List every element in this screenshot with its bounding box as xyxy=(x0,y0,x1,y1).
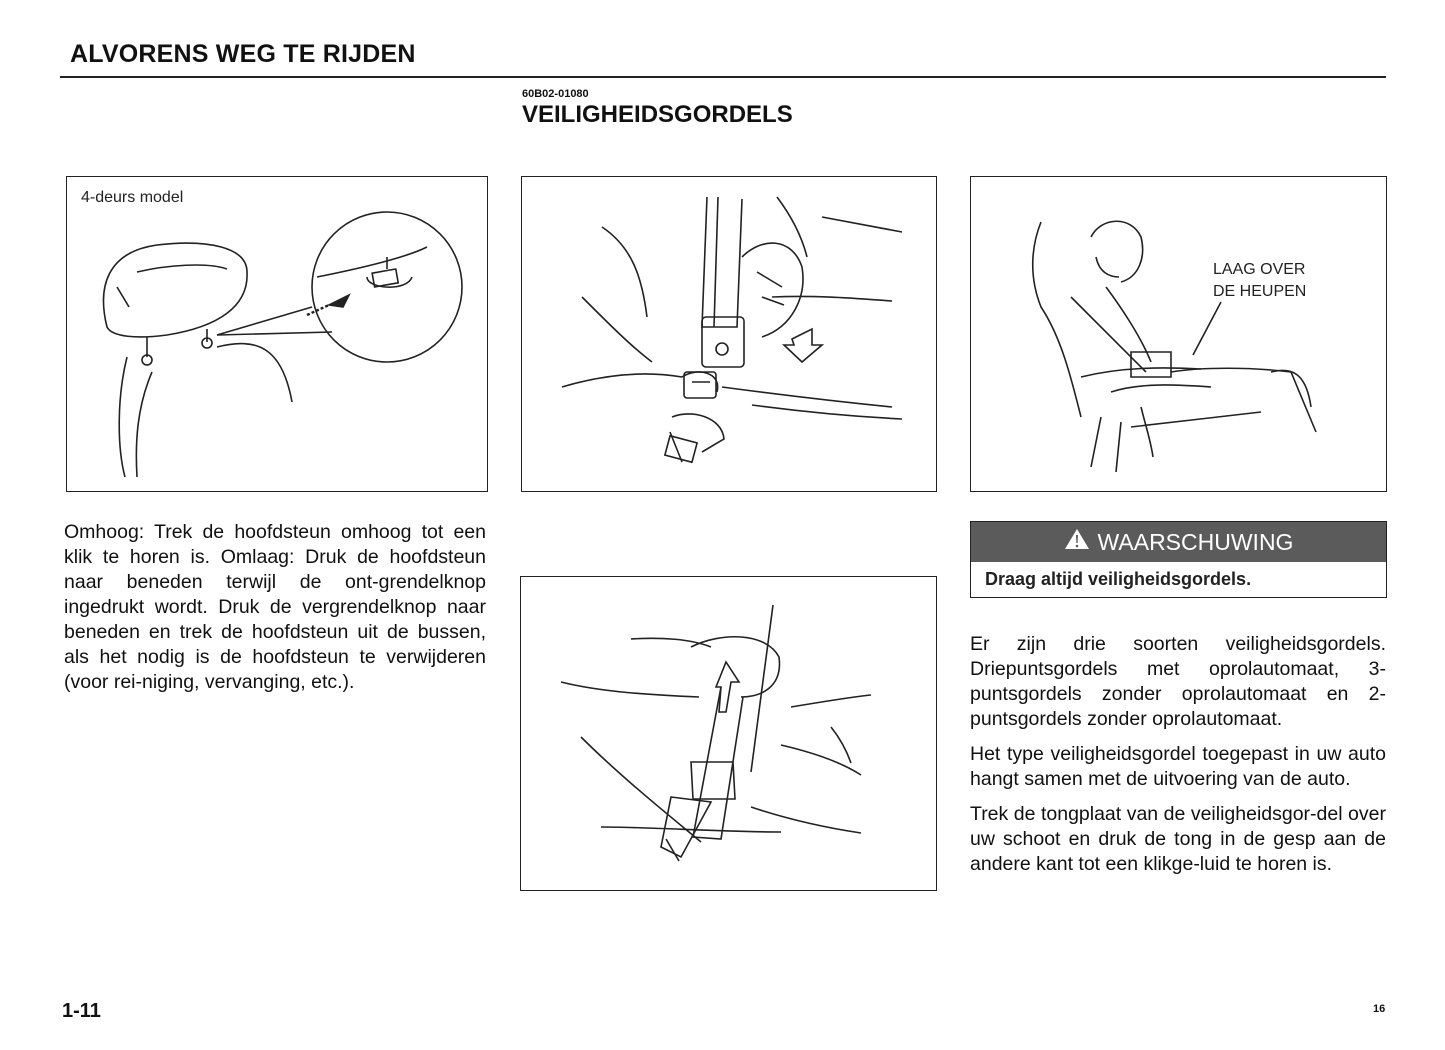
buckle-insert-illustration xyxy=(522,177,936,491)
page-header-title: ALVORENS WEG TE RIJDEN xyxy=(70,40,416,68)
belt-tighten-illustration xyxy=(521,577,936,890)
seatbelt-paragraph: Trek de tongplaat van de veiligheidsgor-del over uw schoot en druk de tong in de gesp aan de andere kant tot een klikge-luid te horen is. xyxy=(970,803,1386,875)
section-code: 60B02-01080 xyxy=(522,88,589,100)
section-title: VEILIGHEIDSGORDELS xyxy=(522,101,793,128)
warning-box xyxy=(970,521,1387,598)
page-number-right: 16 xyxy=(1373,1003,1386,1015)
warning-title: WAARSCHUWING xyxy=(1097,528,1294,555)
headrest-figure xyxy=(66,176,488,492)
page-number-left: 1-11 xyxy=(62,1000,101,1022)
warning-header xyxy=(971,522,1386,562)
seatbelt-paragraph: Het type veiligheidsgordel toegepast in uw auto hangt samen met de uitvoering van de auto. xyxy=(970,743,1386,790)
headrest-instructions: Omhoog: Trek de hoofdsteun omhoog tot een klik te horen is. Omlaag: Druk de hoofdsteun naar beneden terwijl de ont-grendelknop ingedrukt wordt. Druk de vergrendelknop naar beneden en trek de hoofdsteun uit de bussen, als het nodig is de hoofdsteun te verwijderen (voor rei-niging, vervanging, etc.). xyxy=(64,521,486,693)
warning-triangle-icon xyxy=(1064,528,1090,556)
belt-tighten-figure xyxy=(520,576,937,891)
seatbelt-description xyxy=(970,632,1386,887)
seatbelt-paragraph: Er zijn drie soorten veiligheidsgordels. Driepuntsgordels met oprolautomaat, 3-puntsgordels zonder oprolautomaat en 2-puntsgordels zonder oprolautomaat. xyxy=(970,633,1386,730)
lap-belt-figure xyxy=(970,176,1387,492)
headrest-figure-caption: 4-deurs model xyxy=(81,189,184,206)
headrest-illustration xyxy=(67,177,487,491)
warning-text: Draag altijd veiligheidsgordels. xyxy=(985,569,1252,589)
lap-belt-illustration xyxy=(971,177,1386,491)
header-rule xyxy=(60,76,1386,78)
buckle-insert-figure xyxy=(521,176,937,492)
lap-belt-label: LAAG OVER DE HEUPEN xyxy=(1213,261,1307,300)
